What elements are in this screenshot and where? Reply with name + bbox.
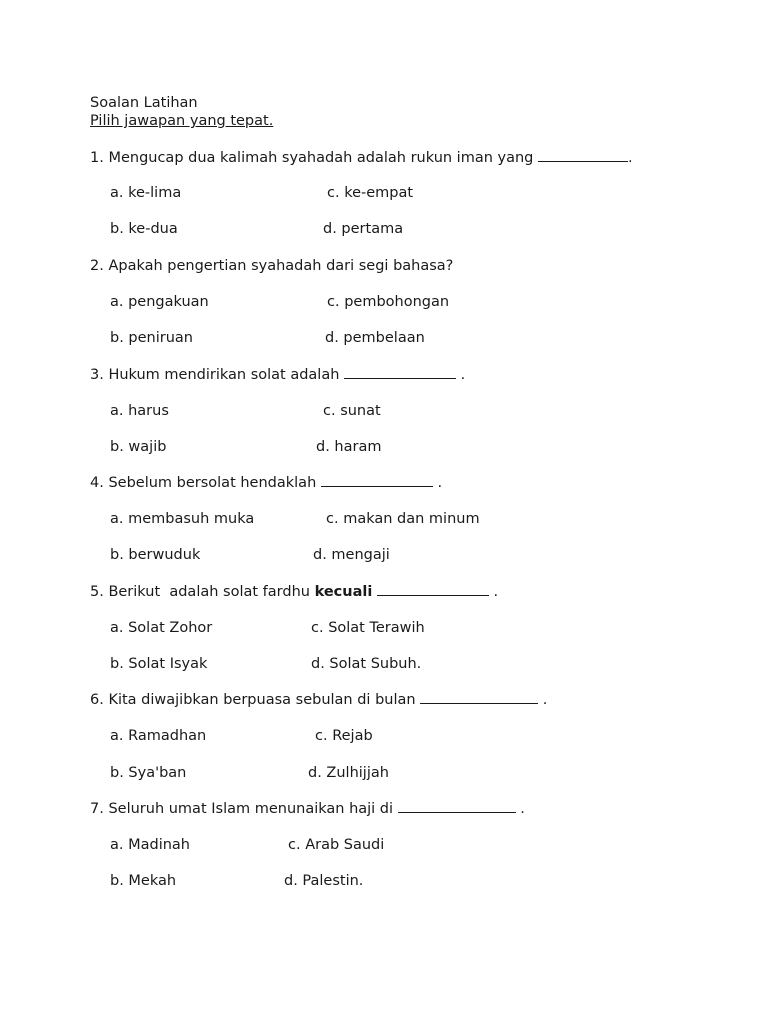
option-a: a. pengakuan [110,294,209,310]
option-b: b. Sya'ban [110,765,187,781]
question-end: . [437,475,443,491]
question-6 [90,691,547,709]
question-text: 3. Hukum mendirikan solat adalah [90,367,340,383]
question-text: 2. Apakah pengertian syahadah dari segi bahasa? [90,258,454,274]
question-end: . [493,584,499,600]
option-d: d. Zulhijjah [308,765,389,781]
answer-blank [321,474,433,487]
answer-blank [398,800,516,813]
question-text: 7. Seluruh umat Islam menunaikan haji di [90,801,394,817]
answer-blank [538,149,628,162]
option-b: b. Mekah [110,873,177,889]
option-c: c. ke-empat [327,185,414,201]
option-d: d. pertama [323,221,404,237]
option-d: d. Solat Subuh. [311,656,422,672]
option-a: a. ke-lima [110,185,182,201]
option-c: c. pembohongan [327,294,450,310]
question-text: 4. Sebelum bersolat hendaklah [90,475,317,491]
option-a: a. membasuh muka [110,511,255,527]
option-c: c. sunat [323,403,381,419]
question-text: 1. Mengucap dua kalimah syahadah adalah rukun iman yang [90,150,534,166]
question-end: . [460,367,466,383]
option-a: a. harus [110,403,169,419]
question-4 [90,474,442,492]
option-b: b. ke-dua [110,221,178,237]
option-b: b. berwuduk [110,547,201,563]
answer-blank [377,583,489,596]
question-1 [90,149,633,167]
question-end: . [520,801,525,817]
question-2 [90,257,453,275]
question-text: 6. Kita diwajibkan berpuasa sebulan di bulan [90,692,416,708]
question-3 [90,366,465,384]
option-d: d. pembelaan [325,330,425,346]
option-a: a. Madinah [110,837,190,853]
question-text: 5. Berikut adalah solat fardhu [90,584,310,600]
option-c: c. Solat Terawih [311,620,425,636]
option-a: a. Ramadhan [110,728,207,744]
answer-blank [344,366,456,379]
worksheet-instruction: Pilih jawapan yang tepat. [90,113,274,129]
question-5 [90,583,498,601]
option-d: d. Palestin. [284,873,364,889]
answer-blank [420,691,538,704]
option-d: d. mengaji [313,547,390,563]
question-end: . [628,150,633,166]
option-a: a. Solat Zohor [110,620,213,636]
option-c: c. makan dan minum [326,511,480,527]
worksheet-title: Soalan Latihan [90,95,198,111]
option-b: b. wajib [110,439,167,455]
option-c: c. Rejab [315,728,373,744]
option-d: d. haram [316,439,382,455]
option-c: c. Arab Saudi [288,837,385,853]
option-b: b. Solat Isyak [110,656,208,672]
emphasis-word: kecuali [314,584,373,600]
question-end: . [542,692,548,708]
question-7 [90,800,525,818]
option-b: b. peniruan [110,330,193,346]
